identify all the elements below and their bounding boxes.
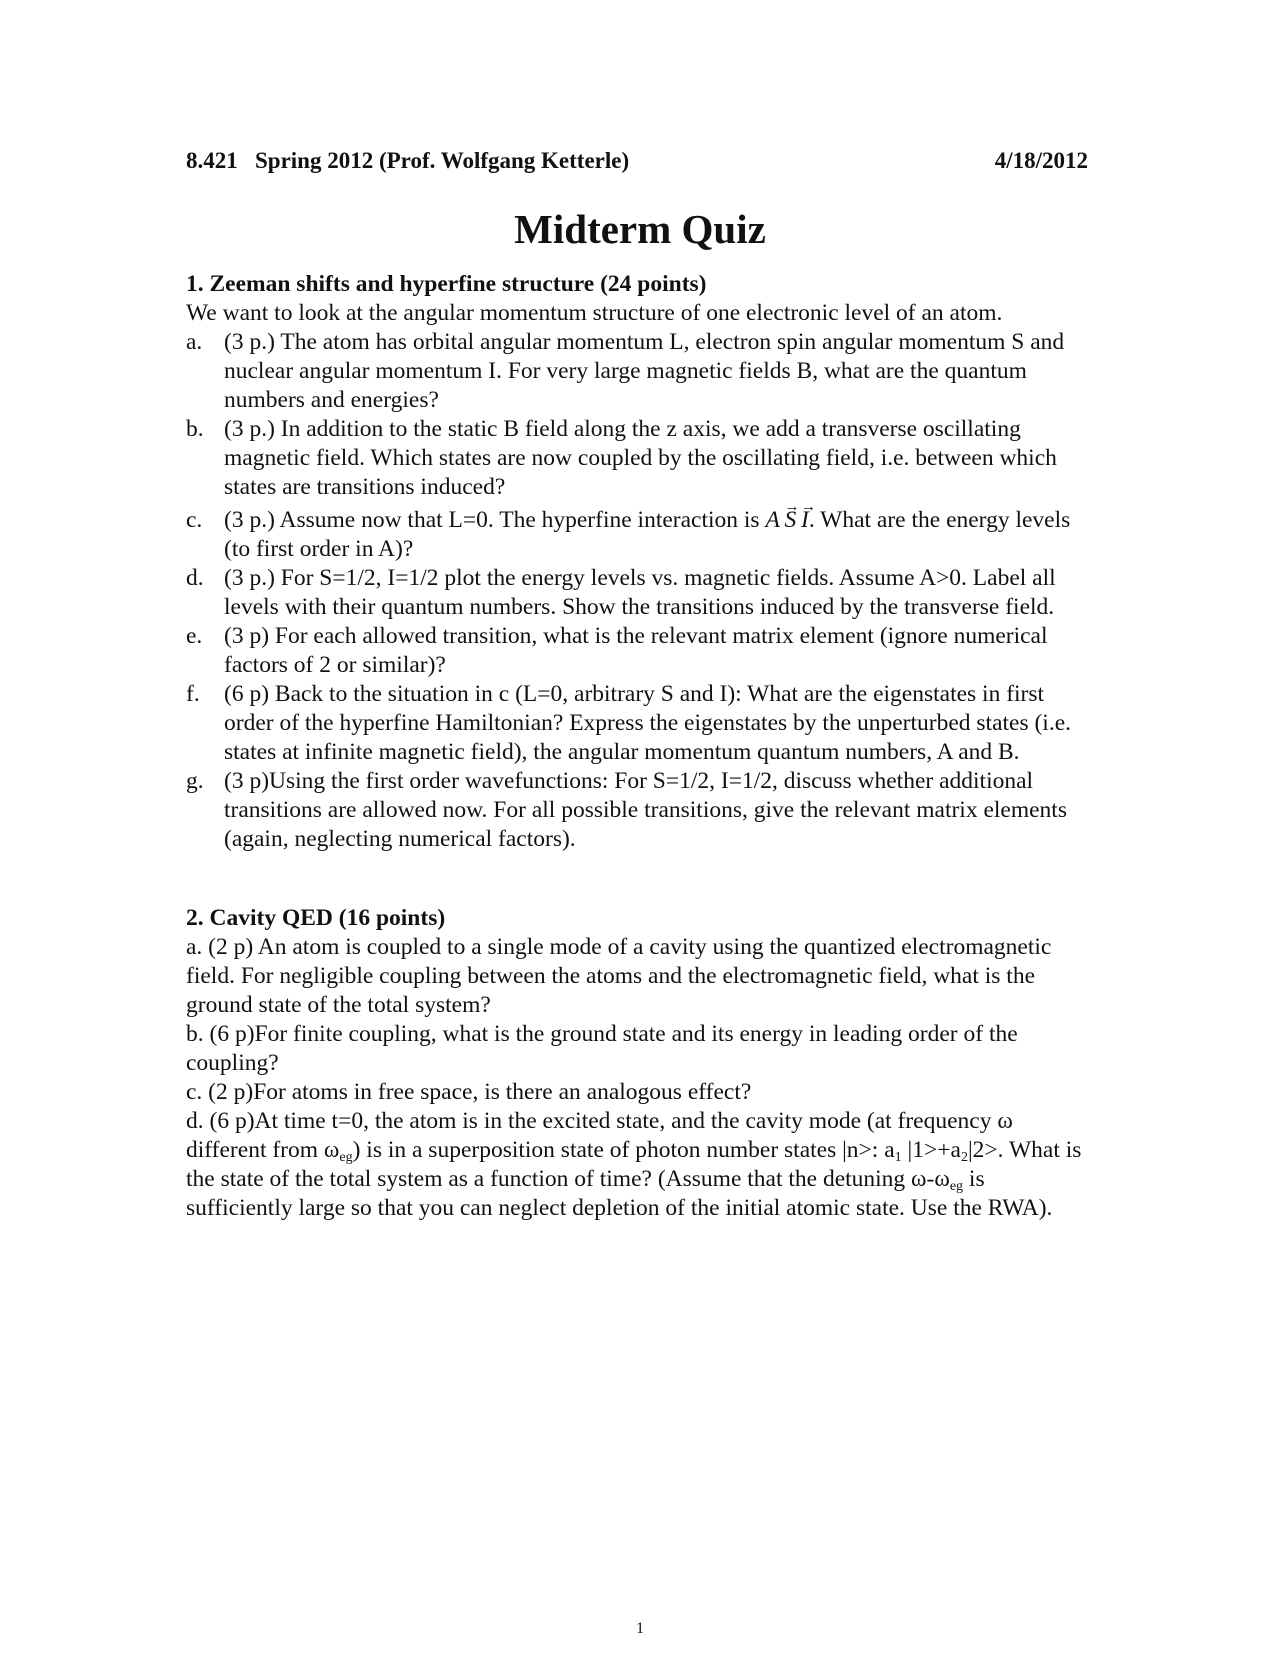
item-text-start: (3 p.) Assume now that L=0. The hyperfine interaction is: [224, 507, 766, 533]
item-text-end: . What are the energy levels (to first order in A)?: [224, 507, 1071, 562]
math-vector-S: → S: [785, 506, 797, 535]
page-title: Midterm Quiz: [514, 206, 766, 252]
item-label: e.: [186, 623, 203, 649]
item-label: a.: [186, 329, 203, 355]
text-run: |2>. What is the state of the total system as a function of time? (Assume that the detuning ω-ω: [186, 1137, 1082, 1192]
subscript: 1: [894, 1150, 902, 1165]
text-run: |1>+a: [901, 1137, 961, 1163]
item-text: (3 p)Using the first order wavefunctions: For S=1/2, I=1/2, discuss whether additional transitions are allowed now. For all possible transitions, give the relevant matrix elements (again, neglecting numerical factors).: [224, 768, 1067, 852]
question-2c: c. (2 p)For atoms in free space, is there an analogous effect?: [186, 1079, 752, 1105]
math-A: A: [765, 507, 780, 533]
page-number: 1: [636, 1620, 644, 1637]
question-1a: [186, 328, 1096, 415]
question-2d: [186, 1107, 1096, 1223]
item-label: d.: [186, 565, 204, 591]
question-1d: [186, 564, 1096, 622]
question-1: [186, 270, 1096, 854]
item-label: c.: [186, 507, 203, 533]
item-text: (3 p) For each allowed transition, what is the relevant matrix element (ignore numerical factors of 2 or similar)?: [224, 623, 1048, 678]
item-text: (6 p) Back to the situation in c (L=0, arbitrary S and I): What are the eigenstates in first order of the hyperfine Hamiltonian? Express the eigenstates by the unperturbed states (i.e. states at infinite magnetic field), the angular momentum quantum numbers, A and B.: [224, 681, 1072, 765]
item-text: (3 p.) In addition to the static B field along the z axis, we add a transverse oscillating magnetic field. Which states are now coupled by the oscillating field, i.e. between which states are transitions induced?: [224, 416, 1057, 500]
question-2: [186, 904, 1096, 1223]
page-header: [186, 148, 1088, 174]
question-1b: [186, 415, 1096, 502]
subscript: eg: [339, 1150, 353, 1165]
question-2b: b. (6 p)For finite coupling, what is the ground state and its energy in leading order of the coupling?: [186, 1021, 1018, 1076]
course-info: 8.421 Spring 2012 (Prof. Wolfgang Ketterle): [186, 148, 630, 173]
subscript: eg: [949, 1179, 964, 1194]
item-label: f.: [186, 681, 200, 707]
item-label: g.: [186, 768, 204, 794]
item-label: b.: [186, 416, 204, 442]
text-run: is sufficiently large so that you can neglect depletion of the initial atomic state. Use the RWA).: [186, 1166, 1053, 1221]
text-run: ) is in a superposition state of photon number states |n>: a: [352, 1137, 895, 1163]
question-2-heading: 2. Cavity QED (16 points): [186, 905, 446, 931]
text-run: d. (6 p)At time t=0, the atom is in the excited state, and the cavity mode (at frequency ω different from ω: [186, 1108, 1013, 1163]
item-text: [224, 506, 1096, 564]
math-vector-I: → I: [801, 506, 809, 535]
question-1e: [186, 622, 1096, 680]
question-1g: [186, 767, 1096, 854]
question-1f: [186, 680, 1096, 767]
question-1c: [186, 506, 1096, 564]
exam-date: 4/18/2012: [994, 148, 1088, 173]
subscript: 2: [960, 1150, 968, 1165]
item-text: (3 p.) For S=1/2, I=1/2 plot the energy levels vs. magnetic fields. Assume A>0. Label all levels with their quantum numbers. Show the transitions induced by the transverse field.: [224, 565, 1056, 620]
question-2a: a. (2 p) An atom is coupled to a single mode of a cavity using the quantized electromagnetic field. For negligible coupling between the atoms and the electromagnetic field, what is the ground state of the total system?: [186, 934, 1052, 1018]
question-1-intro: We want to look at the angular momentum structure of one electronic level of an atom.: [186, 300, 1003, 326]
item-text: (3 p.) The atom has orbital angular momentum L, electron spin angular momentum S and nuclear angular momentum I. For very large magnetic fields B, what are the quantum numbers and energies?: [224, 329, 1065, 413]
question-1-heading: 1. Zeeman shifts and hyperfine structure (24 points): [186, 271, 707, 297]
